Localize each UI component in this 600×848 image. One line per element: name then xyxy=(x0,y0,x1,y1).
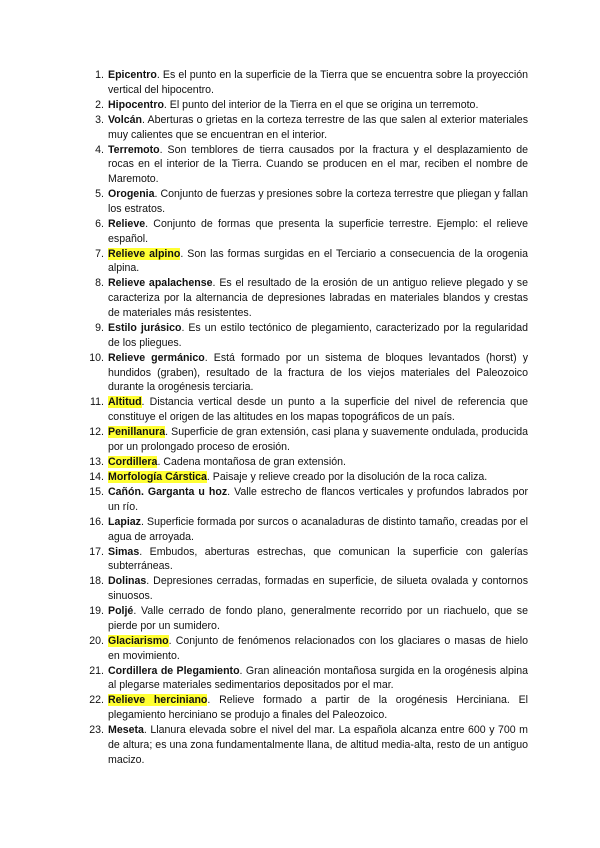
entry-term: Hipocentro xyxy=(108,98,164,111)
glossary-entry xyxy=(80,113,528,143)
entry-definition: . Está formado por un sistema de bloques levantados (horst) y hundidos (graben), resultado de la fractura de los viejos materiales del Paleozoico durante la orogénesis terciaria. xyxy=(108,351,528,394)
glossary-entry xyxy=(80,545,528,575)
entry-number: 4. xyxy=(95,143,104,156)
glossary-list xyxy=(80,68,528,768)
glossary-entry xyxy=(80,470,528,485)
entry-definition: . Superficie formada por surcos o acanaladuras de distinto tamaño, creadas por el agua de arroyada. xyxy=(108,515,528,543)
entry-term: Epicentro xyxy=(108,69,157,81)
glossary-entry xyxy=(80,68,528,98)
entry-number: 23. xyxy=(89,724,104,737)
entry-definition: . Paisaje y relieve creado por la disolución de la roca caliza. xyxy=(206,470,488,483)
entry-term: Poljé xyxy=(108,605,134,618)
entry-number: 13. xyxy=(89,455,104,468)
entry-number: 22. xyxy=(89,694,104,707)
entry-term: Relieve germánico xyxy=(108,351,205,364)
entry-definition: . Embudos, aberturas estrechas, que comunican la superficie con galerías subterráneas. xyxy=(108,545,528,573)
entry-number: 17. xyxy=(89,545,104,558)
entry-number: 1. xyxy=(95,69,104,81)
entry-number: 8. xyxy=(95,277,104,290)
entry-definition: . Conjunto de formas que presenta la superficie terrestre. Ejemplo: el relieve español. xyxy=(108,217,528,245)
entry-term: Meseta xyxy=(108,724,144,737)
entry-definition: . Cadena montañosa de gran extensión. xyxy=(157,455,346,468)
entry-term: Simas xyxy=(108,545,140,558)
entry-definition: . Son las formas surgidas en el Terciario a consecuencia de la orogenia alpina. xyxy=(108,247,528,275)
glossary-entry xyxy=(80,351,528,395)
entry-definition: . Conjunto de fuerzas y presiones sobre la corteza terrestre que pliegan y fallan los estratos. xyxy=(108,188,528,215)
entry-definition: . Superficie de gran extensión, casi plana y suavemente ondulada, producida por un prolongado proceso de erosión. xyxy=(108,426,528,453)
entry-definition: . Aberturas o grietas en la corteza terrestre de las que salen al exterior materiales muy calientes que se encuentran en el interior. xyxy=(108,113,528,141)
entry-number: 10. xyxy=(89,351,104,364)
entry-definition: . Gran alineación montañosa surgida en la orogénesis alpina al plegarse materiales sedimentarios depositados por el mar. xyxy=(108,664,528,692)
glossary-entry xyxy=(80,634,528,664)
entry-term: Lapiaz xyxy=(108,515,141,528)
glossary-entry xyxy=(80,395,528,425)
entry-number: 11. xyxy=(90,396,104,409)
glossary-entry xyxy=(80,664,528,694)
entry-term: Relieve apalachense xyxy=(108,277,213,290)
glossary-entry xyxy=(80,485,528,515)
entry-term: Altitud xyxy=(108,396,142,409)
glossary-entry xyxy=(80,515,528,545)
glossary-entry xyxy=(80,321,528,351)
entry-term: Relieve xyxy=(108,217,146,230)
glossary-entry xyxy=(80,455,528,470)
entry-number: 6. xyxy=(95,217,104,230)
entry-number: 19. xyxy=(89,605,104,618)
entry-definition: . Llanura elevada sobre el nivel del mar. La española alcanza entre 600 y 700 m de altura; es una zona fundamentalmente llana, de altitud media-alta, resto de un antiguo macizo. xyxy=(108,724,528,766)
entry-number: 7. xyxy=(95,247,104,260)
entry-definition: . Valle estrecho de flancos verticales y profundos labrados por un río. xyxy=(108,485,528,513)
glossary-entry xyxy=(80,187,528,217)
entry-number: 9. xyxy=(95,322,104,335)
entry-definition: . Relieve formado a partir de la orogénesis Herciniana. El plegamiento herciniano se produjo a finales del Paleozoico. xyxy=(108,694,528,722)
entry-number: 18. xyxy=(89,575,104,588)
entry-definition: . Es el resultado de la erosión de un antiguo relieve plegado y se caracteriza por la alternancia de depresiones labradas en materiales blandos y crestas de materiales más resistentes. xyxy=(108,277,528,320)
glossary-entry xyxy=(80,247,528,277)
glossary-entry xyxy=(80,723,528,767)
entry-number: 21. xyxy=(89,664,104,677)
entry-definition: . Depresiones cerradas, formadas en superficie, de silueta ovalada y contornos sinuosos. xyxy=(108,575,528,603)
entry-number: 15. xyxy=(89,485,104,498)
entry-term: Cordillera xyxy=(108,455,158,468)
entry-number: 12. xyxy=(89,426,104,439)
entry-term: Morfología Cárstica xyxy=(108,470,207,483)
entry-definition: . Es el punto en la superficie de la Tierra que se encuentra sobre la proyección vertical del hipocentro. xyxy=(108,69,528,96)
glossary-entry xyxy=(80,217,528,247)
entry-term: Dolinas xyxy=(108,575,147,588)
glossary-entry xyxy=(80,143,528,187)
glossary-entry xyxy=(80,98,528,113)
glossary-entry xyxy=(80,693,528,723)
glossary-entry xyxy=(80,276,528,320)
entry-number: 5. xyxy=(95,188,104,201)
glossary-entry xyxy=(80,574,528,604)
glossary-entry xyxy=(80,425,528,455)
entry-definition: . Son temblores de tierra causados por la fractura y el desplazamiento de rocas en el interior de la Tierra. Cuando se producen en el mar, reciben el nombre de Maremoto. xyxy=(108,143,528,186)
entry-term: Penillanura xyxy=(108,426,166,439)
entry-term: Terremoto xyxy=(108,143,160,156)
entry-definition: . El punto del interior de la Tierra en el que se origina un terremoto. xyxy=(163,98,479,111)
entry-definition: . Conjunto de fenómenos relacionados con los glaciares o masas de hielo en movimiento. xyxy=(108,634,528,662)
entry-term: Relieve alpino xyxy=(108,247,181,260)
entry-term: Volcán xyxy=(108,113,142,126)
entry-term: Orogenia xyxy=(108,188,155,201)
entry-term: Cañón. Garganta u hoz xyxy=(108,485,228,498)
entry-number: 20. xyxy=(89,634,104,647)
entry-definition: . Distancia vertical desde un punto a la superficie del nivel de referencia que constituye el origen de las altitudes en los mapas topográficos de un país. xyxy=(108,396,528,424)
glossary-entry xyxy=(80,604,528,634)
entry-term: Estilo jurásico xyxy=(108,322,182,335)
entry-number: 16. xyxy=(89,515,104,528)
entry-term: Relieve herciniano xyxy=(108,694,208,707)
entry-number: 3. xyxy=(95,113,104,126)
entry-term: Glaciarismo xyxy=(108,634,169,647)
entry-number: 14. xyxy=(89,470,104,483)
entry-definition: . Es un estilo tectónico de plegamiento, caracterizado por la regularidad de los pliegues. xyxy=(108,322,528,349)
entry-number: 2. xyxy=(95,98,104,111)
entry-term: Cordillera de Plegamiento xyxy=(108,664,240,677)
entry-definition: . Valle cerrado de fondo plano, generalmente recorrido por un riachuelo, que se pierde por un sumidero. xyxy=(108,605,528,632)
